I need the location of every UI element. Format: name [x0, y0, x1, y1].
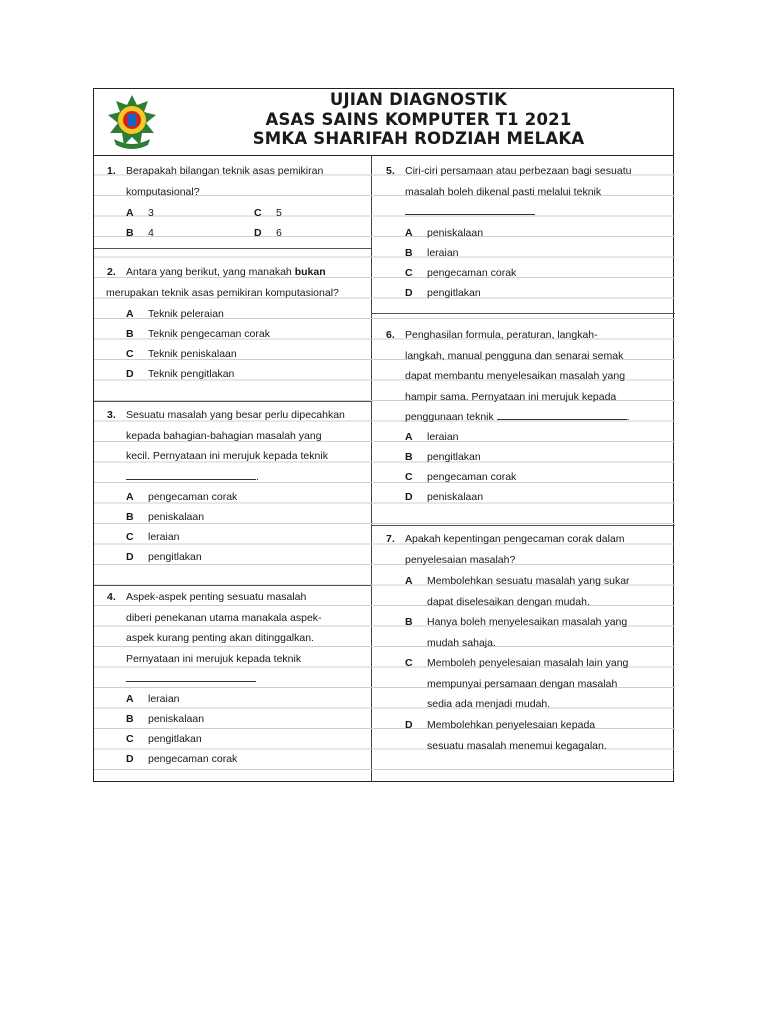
question-stem: Berapakah bilangan teknik asas pemikiran — [126, 165, 324, 177]
school-crest-icon — [104, 93, 160, 151]
question-3: 3. Sesuatu masalah yang besar perlu dipecahkan kepada bahagian-bahagian masalah yang kecil. Pernyataan ini merujuk kepada teknik . A pengecaman corak B peniskalaan C leraian D pengitlakan — [94, 405, 371, 595]
question-stem: hampir sama. Pernyataan ini merujuk kepada — [405, 390, 617, 403]
school-name: SMKA SHARIFAH RODZIAH MELAKA — [252, 129, 585, 148]
question-stem: Sesuatu masalah yang besar perlu dipecahkan — [126, 409, 345, 421]
answer-blank[interactable] — [405, 204, 535, 215]
question-stem: langkah, manual pengguna dan senarai semak — [405, 349, 624, 362]
question-number: 5. — [386, 165, 395, 177]
question-stem: kecil. Pernyataan ini merujuk kepada teknik — [126, 450, 328, 462]
divider — [94, 248, 371, 249]
emphasis-word: bukan — [294, 266, 326, 278]
exam-title: UJIAN DIAGNOSTIK — [329, 90, 508, 109]
question-stem: masalah boleh dikenal pasti melalui teknik — [405, 185, 602, 198]
divider — [371, 313, 675, 314]
question-stem: Aspek-aspek penting sesuatu masalah — [126, 591, 307, 603]
answer-blank[interactable] — [126, 469, 256, 480]
question-7: 7. Apakah kepentingan pengecaman corak dalam penyelesaian masalah? A Membolehkan sesuatu masalah yang sukar dapat diselesaikan dengan mudah. B Hanya boleh menyelesaikan masalah yang mudah sahaja. C Memboleh penyelesaian masalah lain yang mempunyai persamaan dengan masalah sedia ada menjadi mudah. D Membolehkan penyelesaian kepada sesuatu masalah menemui kegagalan. — [371, 529, 675, 769]
question-number: 4. — [107, 591, 116, 603]
question-stem: aspek kurang penting akan ditinggalkan. — [126, 632, 314, 644]
divider — [371, 525, 675, 526]
subject-title: ASAS SAINS KOMPUTER T1 2021 — [265, 109, 572, 129]
question-stem: merupakan teknik asas pemikiran komputasional? — [106, 286, 339, 299]
exam-header — [94, 89, 673, 156]
question-stem: Penghasilan formula, peraturan, langkah- — [405, 329, 598, 341]
question-stem: Pernyataan ini merujuk kepada teknik — [126, 652, 302, 665]
question-stem: dapat membantu menyelesaikan masalah yang — [405, 370, 626, 382]
divider — [94, 585, 371, 586]
question-number: 7. — [386, 533, 395, 545]
question-stem: diberi penekanan utama manakala aspek- — [126, 611, 322, 624]
question-stem: komputasional? — [126, 185, 200, 198]
left-column — [94, 155, 372, 781]
question-number: 1. — [107, 165, 116, 177]
question-stem: Antara yang berikut, yang manakah — [126, 266, 292, 278]
question-stem: Ciri-ciri persamaan atau perbezaan bagi sesuatu — [405, 165, 632, 177]
divider — [94, 401, 371, 402]
question-number: 3. — [107, 409, 116, 421]
exam-sheet — [93, 88, 674, 782]
question-number: 2. — [107, 266, 116, 278]
question-4: 4. Aspek-aspek penting sesuatu masalah diberi penekanan utama manakala aspek- aspek kurang penting akan ditinggalkan. Pernyataan ini merujuk kepada teknik A leraian B peniskalaan C pengitlakan D pengecaman corak — [94, 587, 371, 777]
answer-blank[interactable] — [497, 409, 627, 420]
question-stem: Apakah kepentingan pengecaman corak dalam — [405, 533, 625, 545]
right-column — [371, 155, 675, 781]
answer-blank[interactable] — [126, 671, 256, 682]
question-5: 5. Ciri-ciri persamaan atau perbezaan bagi sesuatu masalah boleh dikenal pasti melalui teknik A peniskalaan B leraian C pengecaman corak D pengitlakan — [371, 161, 675, 301]
question-1: 1. Berapakah bilangan teknik asas pemikiran komputasional? A 3 C 5 B 4 D 6 — [94, 161, 371, 245]
question-number: 6. — [386, 329, 395, 341]
question-6: 6. Penghasilan formula, peraturan, langkah- langkah, manual pengguna dan senarai semak dapat membantu menyelesaikan masalah yang hampir sama. Pernyataan ini merujuk kepada penggunaan teknik . A leraian B pengitlakan C pengecaman corak D peniskalaan — [371, 325, 675, 515]
question-stem: penyelesaian masalah? — [405, 553, 516, 566]
question-2: 2. Antara yang berikut, yang manakah bukan merupakan teknik asas pemikiran komputasional? A Teknik peleraian B Teknik pengecaman corak C Teknik peniskalaan D Teknik pengitlakan — [94, 262, 371, 382]
question-stem: kepada bahagian-bahagian masalah yang — [126, 429, 322, 442]
